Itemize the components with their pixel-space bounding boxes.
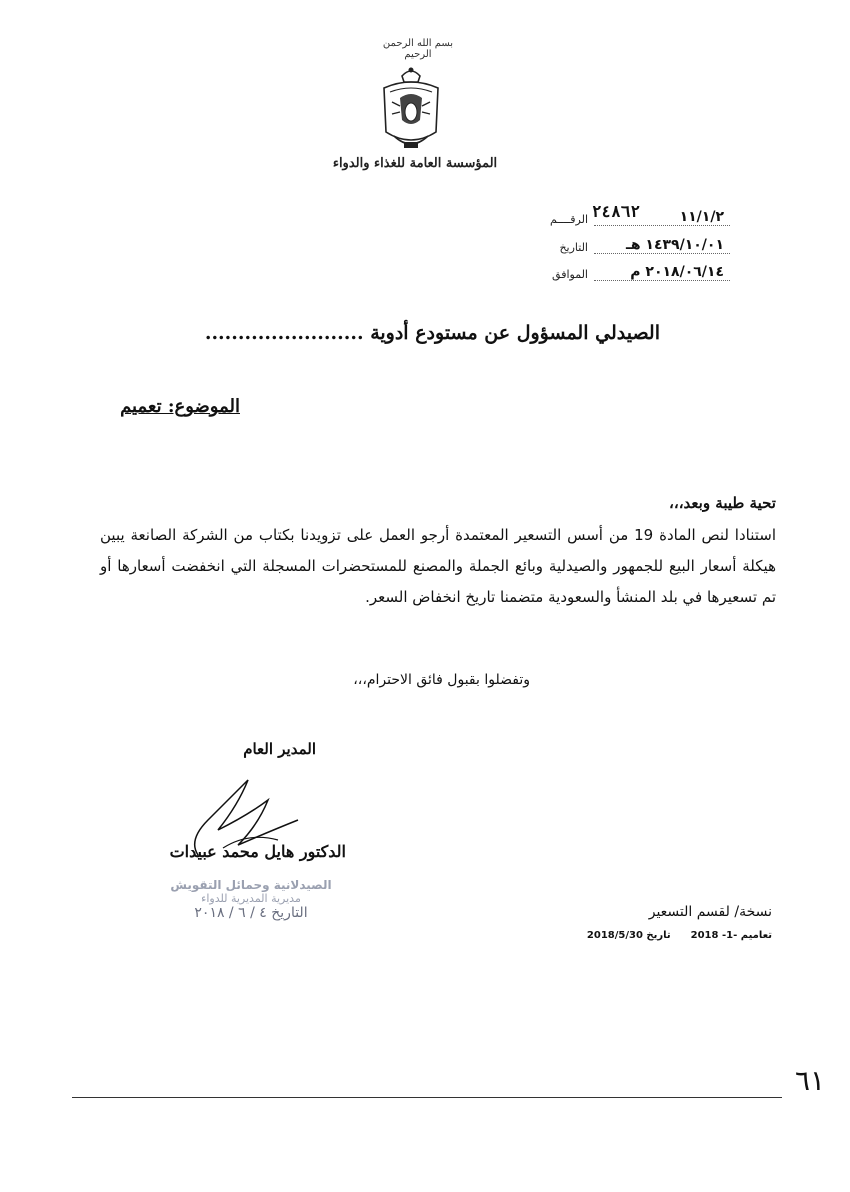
circular-code: تعاميم -1- 2018 — [690, 930, 772, 941]
gregorian-date-label: الموافق — [552, 268, 588, 281]
circular-date: تاريخ 2018/5/30 — [586, 930, 671, 941]
footer-rule — [72, 1097, 782, 1098]
organization-name: المؤسسة العامة للغذاء والدواء — [332, 156, 498, 171]
reference-number-value: ١١/١/٢ — [594, 209, 730, 226]
stamp-line-3: التاريخ ٤ / ٦ / ٢٠١٨ — [194, 905, 308, 921]
page-mark: ٦١ — [794, 1064, 826, 1097]
gregorian-date-value: ٢٠١٨/٠٦/١٤ م — [594, 264, 730, 281]
hijri-date-label: التاريخ — [559, 241, 588, 254]
circular-codes — [587, 930, 772, 941]
copy-to: نسخة/ لقسم التسعير — [648, 904, 772, 920]
reference-number-row — [544, 204, 794, 226]
signatory-name: الدكتور هايل محمد عبيدات — [169, 842, 346, 861]
stamp-line-1: الصيدلانية وحمائل التقويش — [170, 878, 332, 892]
greeting: تحية طيبة وبعد،،، — [669, 494, 776, 512]
closing-phrase: وتفضلوا بقبول فائق الاحترام،،، — [353, 672, 530, 688]
hijri-date-value: ١٤٣٩/١٠/٠١ هـ — [594, 237, 730, 254]
hijri-date-row — [544, 232, 794, 254]
basmala: بسم الله الرحمن الرحيم — [382, 38, 454, 60]
reference-number-label: الرقــــم — [550, 213, 588, 226]
addressee: الصيدلي المسؤول عن مستودع أدوية ........................ — [204, 322, 660, 344]
signatory-title: المدير العام — [243, 740, 316, 758]
gregorian-date-row — [544, 259, 794, 281]
stamp-line-2: مديرية المديرية للدواء — [201, 892, 301, 905]
subject-heading: الموضوع: تعميم — [120, 396, 240, 417]
handwritten-reference-number: ٢٤٨٦٢ — [591, 202, 640, 221]
subject-container — [100, 396, 240, 417]
coat-of-arms-emblem — [374, 62, 448, 158]
letter-body: استنادا لنص المادة 19 من أسس التسعير المعتمدة أرجو العمل على تزويدنا بكتاب من الشركة الصانعة يبين هيكلة أسعار البيع للجمهور والصيدلية وبائع الجملة والمصنع للمستحضرات المسجلة التي انخفضت أسعارها أو تم تسعيرها في بلد المنشأ والسعودية متضمنا تاريخ انخفاض السعر. — [100, 526, 776, 606]
received-stamp — [156, 878, 346, 946]
